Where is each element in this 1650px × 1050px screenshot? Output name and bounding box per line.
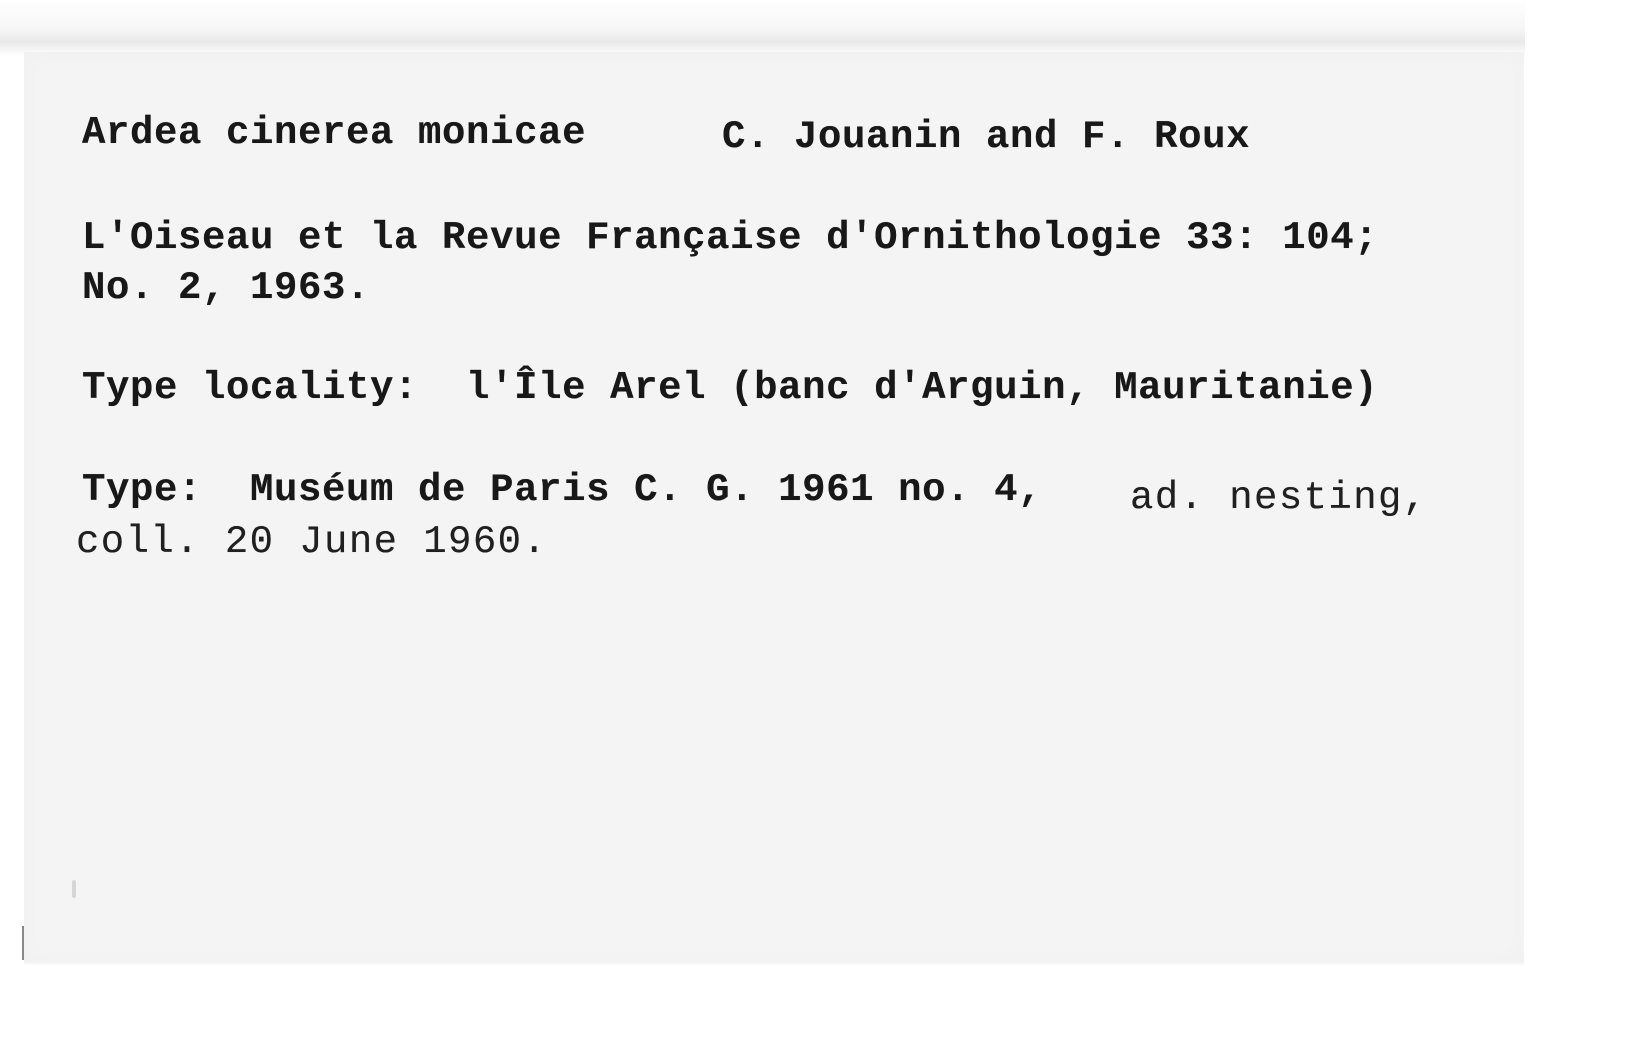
type-specimen-line-1a: Type: Muséum de Paris C. G. 1961 no. 4,: [82, 468, 1043, 512]
taxon-name: Ardea cinerea monicae: [82, 111, 587, 155]
type-locality: Type locality: l'Île Arel (banc d'Arguin, Mauritanie): [82, 366, 1379, 410]
citation-line-2: No. 2, 1963.: [82, 266, 371, 310]
card-edge-mark: [22, 926, 24, 960]
scanner-shadow: [0, 0, 1525, 56]
type-specimen-line-1b: ad. nesting,: [1130, 476, 1428, 520]
card-bottom-edge: [24, 962, 1524, 966]
citation-line-1: L'Oiseau et la Revue Française d'Ornithologie 33: 104;: [82, 216, 1379, 260]
type-specimen-line-2: coll. 20 June 1960.: [76, 520, 548, 564]
ink-smudge: [72, 880, 76, 898]
authors: C. Jouanin and F. Roux: [722, 115, 1251, 159]
